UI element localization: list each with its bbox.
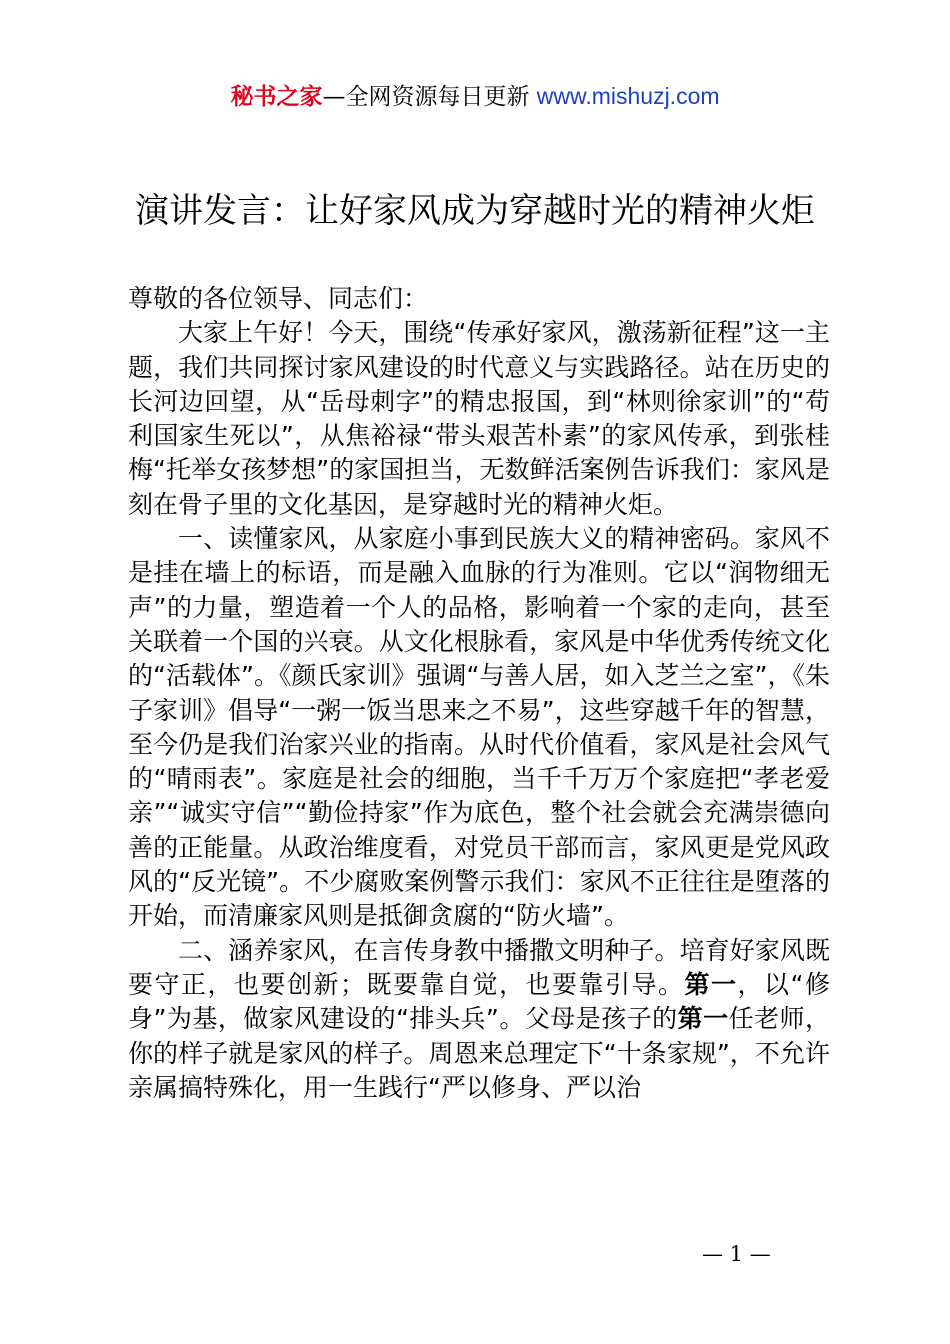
paragraph-text: 二、涵养家风，在言传身教中播撒文明种子。培育好家风既要守正，也要创新；既要靠自觉，也要靠引导。 [128, 935, 830, 999]
bold-keyword: 第一 [677, 1004, 729, 1034]
site-tagline: —全网资源每日更新 [322, 84, 537, 110]
greeting: 尊敬的各位领导、同志们： [128, 284, 429, 313]
paragraph-section-1: 一、读懂家风，从家庭小事到民族大义的精神密码。家风不是挂在墙上的标语，而是融入血脉的行为准则。它以“润物细无声”的力量，塑造着一个人的品格，影响着一个家的走向，甚至关联着一个国的兴衰。从文化根脉看，家风是中华优秀传统文化的“活载体”。《颜氏家训》强调“与善人居，如入芝兰之室”，《朱子家训》倡导“一粥一饭当思来之不易”，这些穿越千年的智慧，至今仍是我们治家兴业的指南。从时代价值看，家风是社会风气的“晴雨表”。家庭是社会的细胞，当千千万万个家庭把“孝老爱亲”“诚实守信”“勤俭持家”作为底色，整个社会就会充满崇德向善的正能量。从政治维度看，对党员干部而言，家风更是党风政风的“反光镜”。不少腐败案例警示我们：家风不正往往是堕落的开始，而清廉家风则是抵御贪腐的“防火墙”。 [128, 524, 830, 931]
document-body [128, 282, 830, 1105]
site-url[interactable]: www.mishuzj.com [536, 83, 720, 109]
paragraph-section-2 [128, 934, 830, 1105]
page-number: — 1 — [702, 1242, 771, 1266]
paragraph-text: ，以“修身”为基，做家风建设的“排头兵”。父母是孩子的 [128, 969, 830, 1034]
paragraph-text: 任老师，你的样子就是家风的样子。周恩来总理定下“十条家规”，不允许亲属搞特殊化，用一生践行“严以修身、严以治 [128, 1004, 830, 1102]
site-header [0, 80, 950, 113]
bold-keyword: 第一 [684, 969, 738, 999]
document-title: 演讲发言：让好家风成为穿越时光的精神火炬 [135, 191, 815, 231]
site-brand: 秘书之家 [230, 84, 323, 110]
paragraph-intro: 大家上午好！今天，围绕“传承好家风，激荡新征程”这一主题，我们共同探讨家风建设的时代意义与实践路径。站在历史的长河边回望，从“岳母刺字”的精忠报国，到“林则徐家训”的“苟利国家生死以”，从焦裕禄“带头艰苦朴素”的家风传承，到张桂梅“托举女孩梦想”的家国担当，无数鲜活案例告诉我们：家风是刻在骨子里的文化基因，是穿越时光的精神火炬。 [128, 318, 830, 519]
